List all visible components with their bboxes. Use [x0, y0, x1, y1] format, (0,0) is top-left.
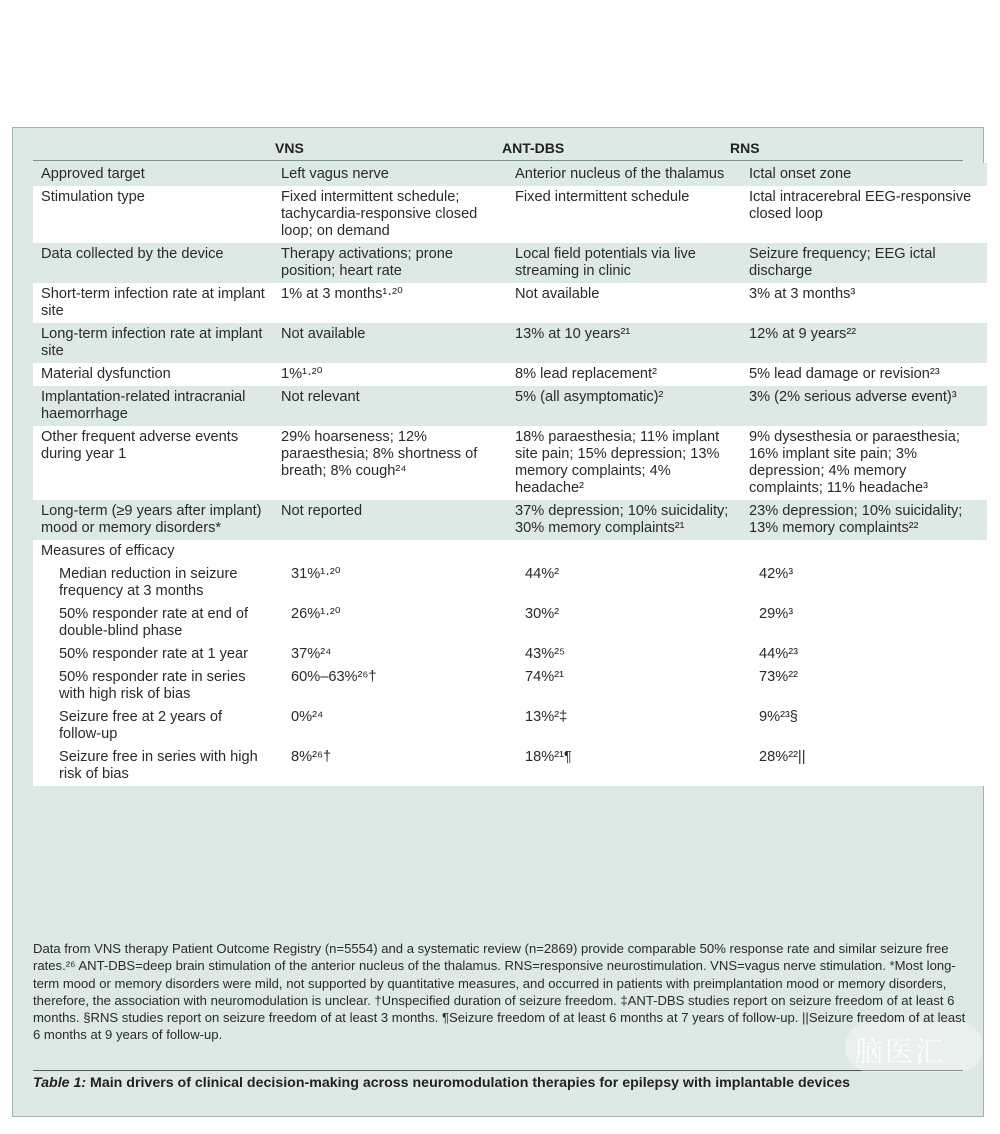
- header-divider: [33, 160, 963, 161]
- table-cell: 18%²¹¶: [507, 746, 741, 786]
- caption-divider: [33, 1070, 963, 1071]
- table-row: [33, 163, 987, 186]
- table-cell: 29%³: [741, 603, 987, 643]
- efficacy-row: [33, 666, 987, 706]
- row-label: Seizure free at 2 years of follow-up: [33, 706, 273, 746]
- table-body: [33, 163, 987, 786]
- table-row: [33, 323, 987, 363]
- table-cell: 5% lead damage or revision²³: [741, 363, 987, 386]
- row-label: Implantation-related intracranial haemorrhage: [33, 386, 273, 426]
- table-header: [13, 128, 983, 160]
- table-cell: Ictal onset zone: [741, 163, 987, 186]
- table-cell: 9% dysesthesia or paraesthesia; 16% implant site pain; 3% depression; 4% memory complaints; 11% headache³: [741, 426, 987, 500]
- table-cell: 37%²⁴: [273, 643, 507, 666]
- table-cell: Not relevant: [273, 386, 507, 426]
- table-cell: 26%¹·²⁰: [273, 603, 507, 643]
- table-footnote: Data from VNS therapy Patient Outcome Registry (n=5554) and a systematic review (n=2869) provide comparable 50% response rate and similar seizure free rates.²⁶ ANT-DBS=deep brain stimulation of the anterior nucleus of the thalamus. RNS=responsive neurostimulation. VNS=vagus nerve stimulation. *Most long-term mood or memory disorders were mild, not supported by quantitative measures, and occurred in patients with preimplantation mood or memory disorders, therefore, the association with neuromodulation is unclear. †Unspecified duration of seizure freedom. ‡ANT-DBS studies report on seizure freedom of at least 6 months. §RNS studies report on seizure freedom of at least 3 months. ¶Seizure freedom of at least 6 months at 7 years of follow-up. ||Seizure freedom of at least 6 months at 9 years of follow-up.: [33, 941, 966, 1043]
- table-cell: 13% at 10 years²¹: [507, 323, 741, 363]
- table-cell: 9%²³§: [741, 706, 987, 746]
- efficacy-row: [33, 706, 987, 746]
- efficacy-row: [33, 563, 987, 603]
- table-cell: 0%²⁴: [273, 706, 507, 746]
- table-row: [33, 243, 987, 283]
- table-row: [33, 500, 987, 540]
- table-cell: 29% hoarseness; 12% paraesthesia; 8% shortness of breath; 8% cough²⁴: [273, 426, 507, 500]
- table-row: [33, 363, 987, 386]
- table-cell: 12% at 9 years²²: [741, 323, 987, 363]
- row-label: 50% responder rate in series with high risk of bias: [33, 666, 273, 706]
- row-label: Other frequent adverse events during year 1: [33, 426, 273, 500]
- table-cell: 23% depression; 10% suicidality; 13% memory complaints²²: [741, 500, 987, 540]
- table-panel: [12, 127, 984, 1117]
- table-cell: 43%²⁵: [507, 643, 741, 666]
- column-header-ant-dbs: ANT-DBS: [502, 140, 565, 156]
- table-cell: Not available: [507, 283, 741, 323]
- row-label: Short-term infection rate at implant site: [33, 283, 273, 323]
- table-cell: 1% at 3 months¹·²⁰: [273, 283, 507, 323]
- table-cell: 60%–63%²⁶†: [273, 666, 507, 706]
- table-cell: 44%²: [507, 563, 741, 603]
- column-header-vns: VNS: [275, 140, 304, 156]
- table-cell: Left vagus nerve: [273, 163, 507, 186]
- row-label: Stimulation type: [33, 186, 273, 243]
- watermark-text: 脑医汇: [855, 1035, 946, 1068]
- comparison-table: [33, 163, 987, 786]
- watermark-logo: [845, 1022, 983, 1072]
- table-cell: 8% lead replacement²: [507, 363, 741, 386]
- row-label: Median reduction in seizure frequency at 3 months: [33, 563, 273, 603]
- table-row: [33, 426, 987, 500]
- efficacy-row: [33, 643, 987, 666]
- table-cell: Fixed intermittent schedule: [507, 186, 741, 243]
- row-label: Data collected by the device: [33, 243, 273, 283]
- table-cell: 73%²²: [741, 666, 987, 706]
- table-cell: Local field potentials via live streaming in clinic: [507, 243, 741, 283]
- table-cell: 3% (2% serious adverse event)³: [741, 386, 987, 426]
- row-label: Long-term (≥9 years after implant) mood or memory disorders*: [33, 500, 273, 540]
- table-cell: 13%²‡: [507, 706, 741, 746]
- table-row: [33, 186, 987, 243]
- row-label: 50% responder rate at end of double-blind phase: [33, 603, 273, 643]
- column-header-rns: RNS: [730, 140, 760, 156]
- table-cell: Therapy activations; prone position; heart rate: [273, 243, 507, 283]
- table-cell: 31%¹·²⁰: [273, 563, 507, 603]
- efficacy-heading: Measures of efficacy: [33, 540, 987, 563]
- row-label: Approved target: [33, 163, 273, 186]
- table-cell: 1%¹·²⁰: [273, 363, 507, 386]
- table-cell: 37% depression; 10% suicidality; 30% memory complaints²¹: [507, 500, 741, 540]
- efficacy-row: [33, 603, 987, 643]
- table-cell: 44%²³: [741, 643, 987, 666]
- row-label: 50% responder rate at 1 year: [33, 643, 273, 666]
- table-row: [33, 283, 987, 323]
- table-cell: 30%²: [507, 603, 741, 643]
- table-caption: [33, 1074, 968, 1092]
- table-cell: Not available: [273, 323, 507, 363]
- row-label: Long-term infection rate at implant site: [33, 323, 273, 363]
- table-cell: 8%²⁶†: [273, 746, 507, 786]
- caption-label: Table 1:: [33, 1075, 87, 1091]
- table-cell: Seizure frequency; EEG ictal discharge: [741, 243, 987, 283]
- table-row: [33, 386, 987, 426]
- row-label: Material dysfunction: [33, 363, 273, 386]
- table-cell: 42%³: [741, 563, 987, 603]
- table-cell: 74%²¹: [507, 666, 741, 706]
- table-cell: Ictal intracerebral EEG-responsive closed loop: [741, 186, 987, 243]
- efficacy-row: [33, 746, 987, 786]
- table-cell: 3% at 3 months³: [741, 283, 987, 323]
- table-cell: Anterior nucleus of the thalamus: [507, 163, 741, 186]
- table-cell: 18% paraesthesia; 11% implant site pain; 15% depression; 13% memory complaints; 4% headache²: [507, 426, 741, 500]
- table-cell: 28%²²||: [741, 746, 987, 786]
- table-cell: Not reported: [273, 500, 507, 540]
- table-cell: 5% (all asymptomatic)²: [507, 386, 741, 426]
- row-label: Seizure free in series with high risk of bias: [33, 746, 273, 786]
- section-heading-row: [33, 540, 987, 563]
- table-cell: Fixed intermittent schedule; tachycardia-responsive closed loop; on demand: [273, 186, 507, 243]
- caption-text: Main drivers of clinical decision-making across neuromodulation therapies for epilepsy with implantable devices: [86, 1075, 851, 1091]
